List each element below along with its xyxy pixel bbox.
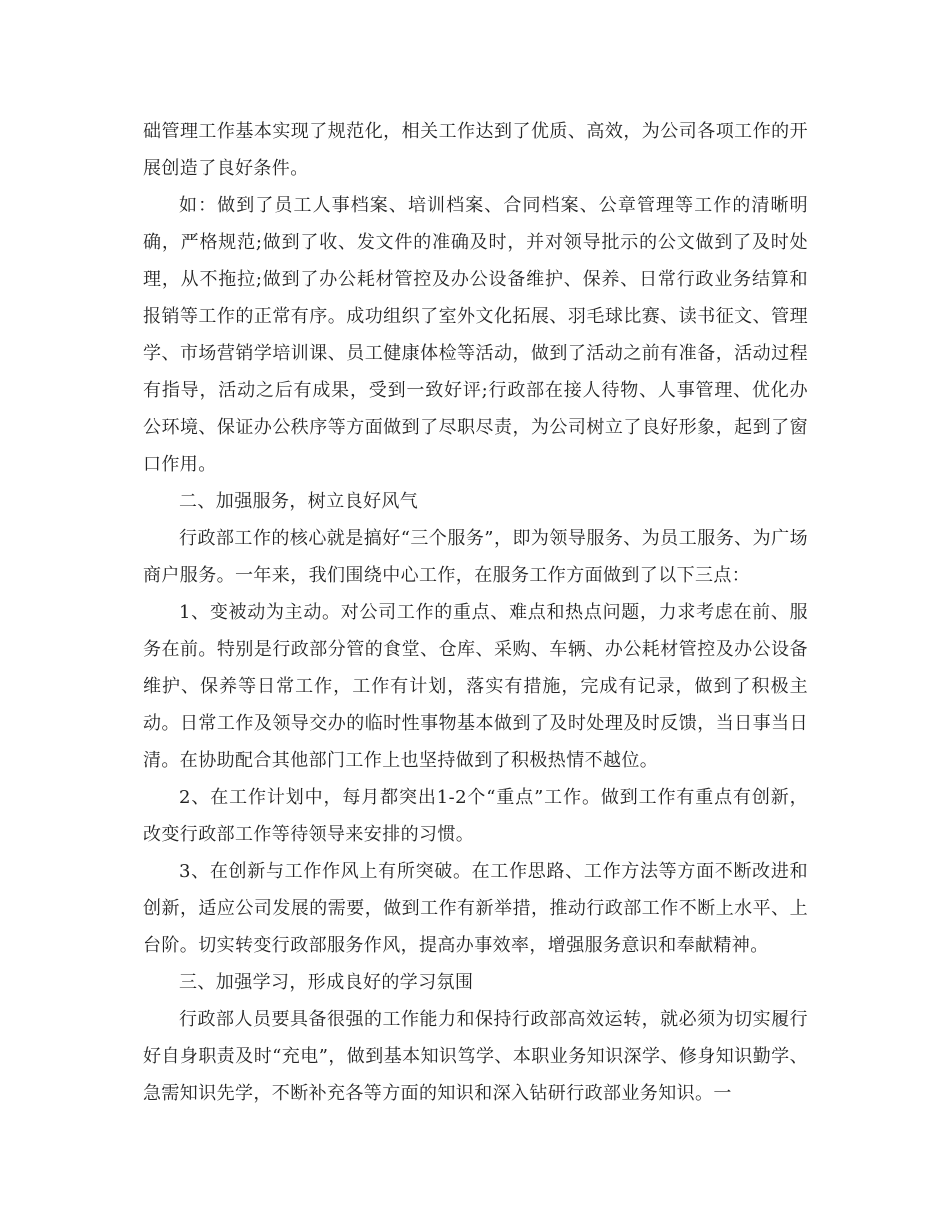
document-page [143,113,808,1112]
section-heading-service: 二、加强服务，树立良好风气 [179,491,419,512]
paragraph-service-intro: 行政部工作的核心就是搞好“三个服务”，即为领导服务、为员工服务、为广场商户服务。一年来，我们围绕中心工作，在服务工作方面做到了以下三点： [143,528,808,586]
paragraph-point-3: 3、在创新与工作作风上有所突破。在工作思路、工作方法等方面不断改进和创新，适应公司发展的需要，做到工作有新举措，推动行政部工作不断上水平、上台阶。切实转变行政部服务作风，提高办事效率，增强服务意识和奉献精神。 [143,861,808,956]
paragraph-continuation: 础管理工作基本实现了规范化，相关工作达到了优质、高效，为公司各项工作的开展创造了良好条件。 [143,121,808,179]
paragraph-point-2: 2、在工作计划中，每月都突出1-2个“重点”工作。做到工作有重点有创新，改变行政部工作等待领导来安排的习惯。 [143,787,808,845]
paragraph-learning: 行政部人员要具备很强的工作能力和保持行政部高效运转，就必须为切实履行好自身职责及时“充电”，做到基本知识笃学、本职业务知识深学、修身知识勤学、急需知识先学，不断补充各等方面的知识和深入钻研行政部业务知识。一 [143,1009,808,1104]
section-heading-learning: 三、加强学习，形成良好的学习氛围 [179,972,474,993]
paragraph-point-1: 1、变被动为主动。对公司工作的重点、难点和热点问题，力求考虑在前、服务在前。特别是行政部分管的食堂、仓库、采购、车辆、办公耗材管控及办公设备维护、保养等日常工作，工作有计划，落实有措施，完成有记录，做到了积极主动。日常工作及领导交办的临时性事物基本做到了及时处理及时反馈，当日事当日清。在协助配合其他部门工作上也坚持做到了积极热情不越位。 [143,602,808,771]
paragraph-achievements: 如：做到了员工人事档案、培训档案、合同档案、公章管理等工作的清晰明确，严格规范;做到了收、发文件的准确及时，并对领导批示的公文做到了及时处理，从不拖拉;做到了办公耗材管控及办公设备维护、保养、日常行政业务结算和报销等工作的正常有序。成功组织了室外文化拓展、羽毛球比赛、读书征文、管理学、市场营销学培训课、员工健康体检等活动，做到了活动之前有准备，活动过程有指导，活动之后有成果，受到一致好评;行政部在接人待物、人事管理、优化办公环境、保证办公秩序等方面做到了尽职尽责，为公司树立了良好形象，起到了窗口作用。 [143,195,808,475]
